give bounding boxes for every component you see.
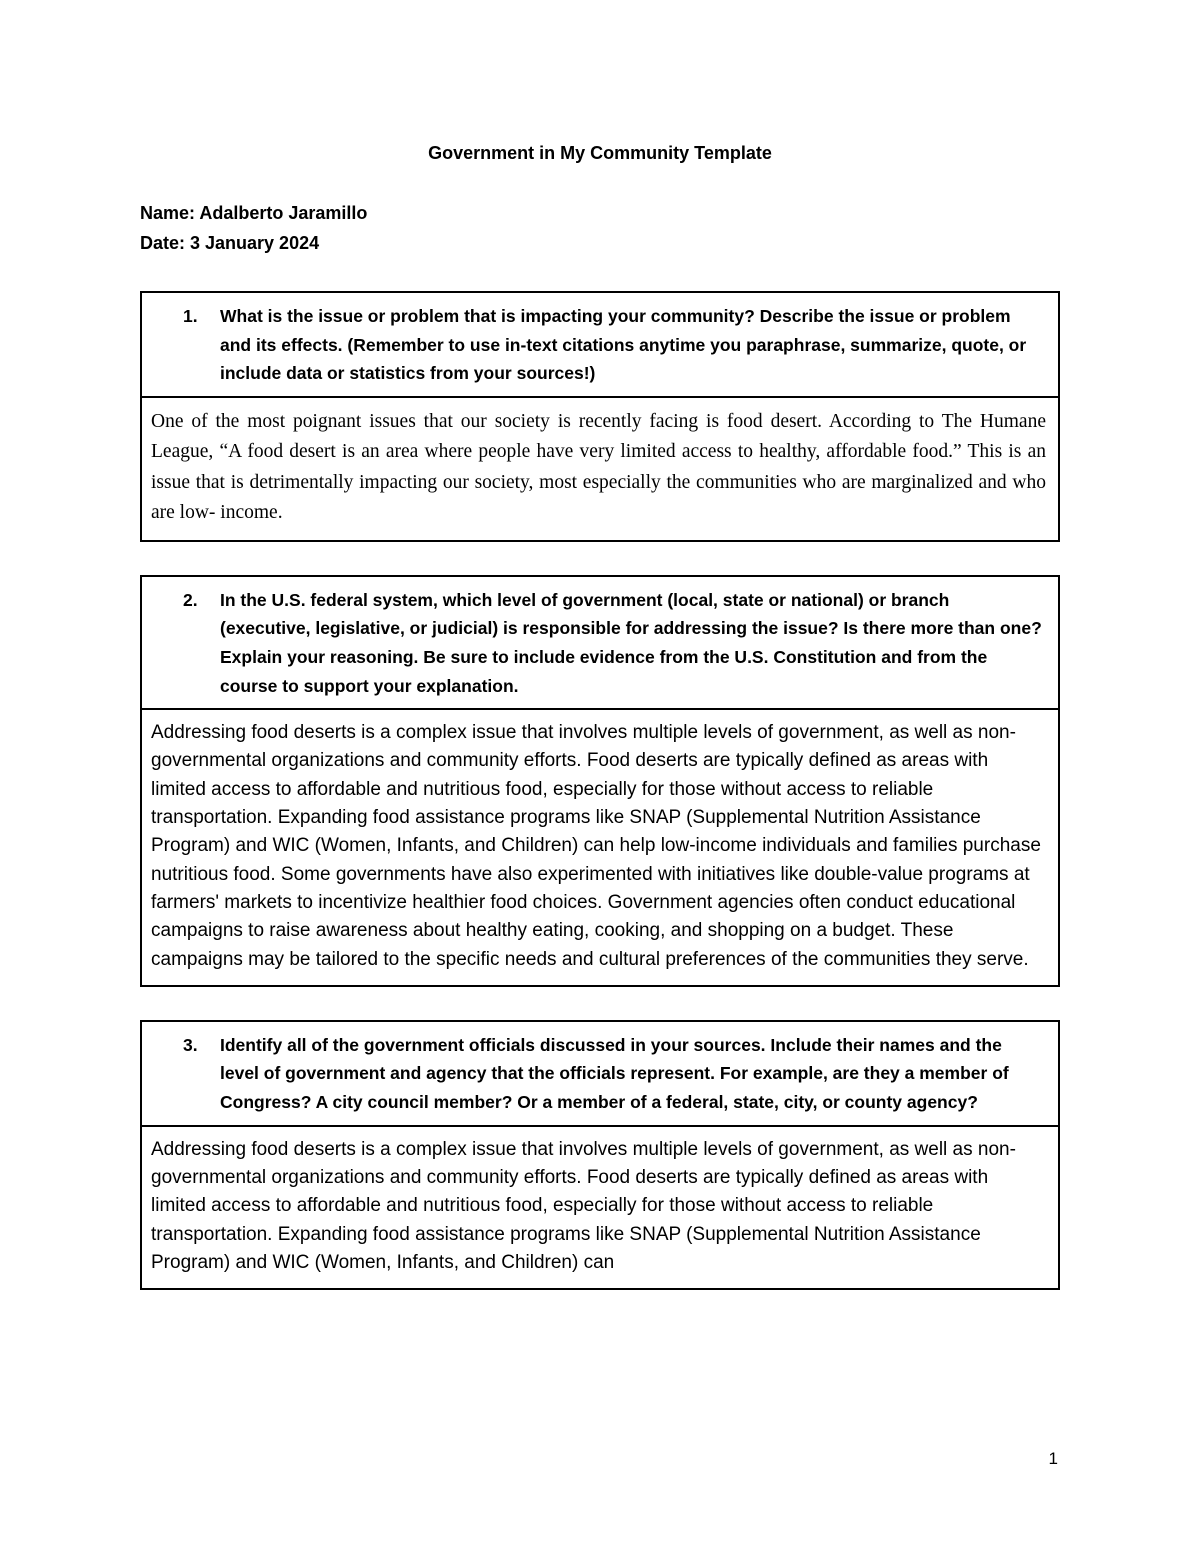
qa-section-2 <box>140 575 1060 987</box>
question-number: 2. <box>183 589 198 610</box>
answer-box: Addressing food deserts is a complex issue that involves multiple levels of government, as well as non-governmental organizations and community efforts. Food deserts are typically defined as areas with limited access to affordable and nutritious food, especially for those without access to reliable transportation. Expanding food assistance programs like SNAP (Supplemental Nutrition Assistance Program) and WIC (Women, Infants, and Children) can help low-income individuals and families purchase nutritious food. Some governments have also experimented with initiatives like double-value programs at farmers' markets to incentivize healthier food choices. Government agencies often conduct educational campaigns to raise awareness about healthy eating, cooking, and shopping on a budget. These campaigns may be tailored to the specific needs and cultural preferences of the communities they serve. <box>140 710 1060 987</box>
question-number: 1. <box>183 306 198 326</box>
question-text: What is the issue or problem that is impacting your community? Describe the issue or problem and its effects. (Remember to use in-text citations anytime you paraphrase, summarize, quote, or include data or statistics from your sources!) <box>220 306 1027 384</box>
document-title: Government in My Community Template <box>428 143 772 163</box>
question-box <box>140 575 1060 710</box>
question-box <box>140 291 1060 398</box>
answer-box: One of the most poignant issues that our society is recently facing is food desert. According to The Humane League, “A food desert is an area where people have very limited access to healthy, affordable food.” This is an issue that is detrimentally impacting our society, most especially the communities who are marginalized and who are low- income. <box>140 398 1060 542</box>
meta-block <box>140 198 1060 258</box>
page-number: 1 <box>1048 1449 1058 1468</box>
question-number: 3. <box>183 1034 198 1055</box>
date-line: Date: 3 January 2024 <box>140 233 320 253</box>
name-line: Name: Adalberto Jaramillo <box>140 203 368 223</box>
qa-section-3 <box>140 1020 1060 1290</box>
question-text: In the U.S. federal system, which level of government (local, state or national) or branch (executive, legislative, or judicial) is responsible for addressing the issue? Is there more than one? Explain your reasoning. Be sure to include evidence from the U.S. Constitution and from the course to support your explanation. <box>220 589 1042 696</box>
question-box <box>140 1020 1060 1127</box>
answer-box: Addressing food deserts is a complex issue that involves multiple levels of government, as well as non-governmental organizations and community efforts. Food deserts are typically defined as areas with limited access to affordable and nutritious food, especially for those without access to reliable transportation. Expanding food assistance programs like SNAP (Supplemental Nutrition Assistance Program) and WIC (Women, Infants, and Children) can <box>140 1127 1060 1290</box>
qa-section-1 <box>140 291 1060 542</box>
question-text: Identify all of the government officials discussed in your sources. Include their names and the level of government and agency that the officials represent. For example, are they a member of Congress? A city council member? Or a member of a federal, state, city, or county agency? <box>220 1034 1009 1113</box>
